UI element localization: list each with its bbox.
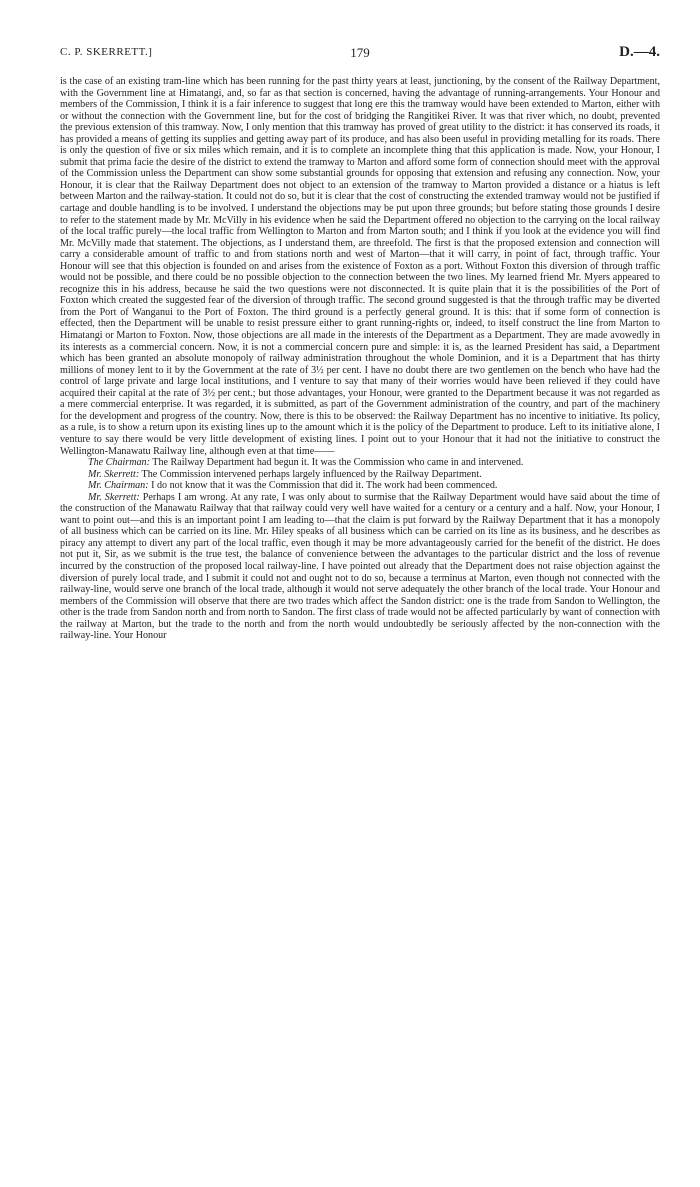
speaker-label: Mr. Skerrett: bbox=[88, 491, 140, 503]
paragraph-text: The Commission intervened perhaps largely influenced by the Railway Department. bbox=[139, 468, 482, 480]
page-number: 179 bbox=[350, 45, 370, 60]
paragraph bbox=[60, 469, 660, 481]
speaker-label: Mr. Skerrett: bbox=[88, 468, 140, 480]
paragraph bbox=[60, 492, 660, 642]
paragraph-text: is the case of an existing tram-line which has been running for the past thirty years at least, junctioning, by the consent of the Railway Department, with the Government line at Himatangi, and, so far as that section is concerned, having the advantage of running-arrangements. Your Honour and members of the Commission, I think it is a fair inference to suggest that long ere this the tramway would have been extended to Marton, either with or without the connection with the Government line, but for the cost of bridging the Rangitikei River. It was that river which, no doubt, prevented the previous extension of this tramway. Now, I only mention that this tramway has proved of great utility to the district: it has conserved its roads, it has provided a means of getting its supplies and getting away part of its produce, and has also been useful in providing metalling for its roads. There is only the question of five or six miles which remain, and it is to complete an incomplete thing that this application is made. Now, your Honour, I submit that prima facie the desire of the district to extend the tramway to Marton and afford some form of connection should meet with the approval of the Commission unless the Department can show some substantial grounds for opposing that extension and refusing any connection. Now, your Honour, it is clear that the Railway Department does not object to an extension of the tramway to Marton provided a distance or a hiatus is left between Marton and the railway-station. It could not do so, but it is clear that the cost of constructing the extended tramway would not be justified if cartage and double handling is to be involved. I understand the objections may be put upon three grounds; but before stating those grounds I desire to refer to the statement made by Mr. McVilly in his evidence when he said the Department offered no objection to the carrying on the local railway of the local traffic purely—the local traffic from Wellington to Marton and from Marton south; and I think if you look at the evidence you will find Mr. McVilly made that statement. The objections, as I understand them, are threefold. The first is that the proposed extension and connection will carry a considerable amount of traffic to and from stations north and west of Marton—that it will carry, in point of fact, through traffic. Your Honour will see that this objection is founded on and arises from the existence of Foxton as a port. Without Foxton this diversion of through traffic would not be possible, and there could be no possible objection to the connection between the two lines. My learned friend Mr. Myers appeared to recognize this in his address, because he said the two questions were not disconnected. It is quite plain that it is the possibilities of the Port of Foxton which created the suggested fear of the diversion of through traffic. The second ground suggested is that the through traffic may be diverted from the Port of Wanganui to the Port of Foxton. The third ground is a perfectly general ground. It is this: that if some form of connection is effected, then the Department will be unable to resist pressure either to grant running-rights or, indeed, to itself construct the line from Marton to Himatangi or Marton to Foxton. Now, those objections are all made in the interests of the Department as a Department. They are made avowedly in its interests as a commercial concern. Now, it is not a commercial concern pure and simple: it is, as the learned President has said, a Department which has been granted an absolute monopoly of railway administration throughout the whole Dominion, and it is a Department that has thirty millions of money lent to it by the Government at the rate of 3½ per cent. I have no doubt there are two gentlemen on the bench who have had the control of large private and large local institutions, and I venture to say that many of their worries would have been relieved if they could have acquired their capital at the rate of 3½ per cent.; but those advantages, your Honour, were granted to the Department because it was not regarded as a mere commercial enterprise. It was regarded, it is submitted, as part of the Government administration of the country, and part of the machinery for the development and progress of the country. Now, there is this to be observed: the Railway Department has no incentive to initiative. Its policy, as a rule, is to show a return upon its existing lines up to the amount which it is the policy of the Department to produce. Left to its initiative alone, I venture to say there would be very little development of existing lines. I point out to your Honour that it had not the initiative to construct the Wellington-Manawatu Railway line, although even at that time—— bbox=[60, 76, 660, 457]
speaker-label: The Chairman: bbox=[88, 457, 150, 469]
speaker-label: Mr. Chairman: bbox=[88, 480, 149, 492]
body-text bbox=[60, 76, 660, 642]
paragraph-text: Perhaps I am wrong. At any rate, I was only about to surmise that the Railway Department would have said about the time of the construction of the Manawatu Railway that that railway could very well have waited for a century or a century and a half. Now, your Honour, I want to point out—and this is an important point I am leading to—that the claim is put forward by the Railway Department that it has a monopoly of all business which can be carried on its line. Mr. Hiley speaks of all business which can be carried on its line as its business, and he describes as piracy any attempt to divert any part of the local traffic, even though it may be more advantageously carried for the benefit of the district. He does not put it, Sir, as we submit is the true test, the balance of convenience between the advantages to the particular district and the loss of revenue incurred by the construction of the proposed local railway-line. I have pointed out already that the Department does not raise objection against the diversion of purely local trade, and I submit it could not and ought not to do so, because a terminus at Marton, even though not connected with the railway-line, would serve one branch of the local trade, although it would not serve adequately the other branch of the local trade. Your Honour and members of the Commission will observe that there are two trades which affect the Sandon district: one is the trade from Sandon to Wellington, the other is the trade from Sandon north and from north to Sandon. The first class of trade would not be affected particularly by want of connection with the railway at Marton, but the trade to the north and from the north would undoubtedly be seriously affected by the non-connection with the railway-line. Your Honour bbox=[60, 491, 661, 642]
paragraph-text: The Railway Department had begun it. It was the Commission who came in and intervened. bbox=[149, 457, 524, 469]
document-code: D.—4. bbox=[619, 44, 660, 60]
running-head-author: C. P. SKERRETT.] bbox=[60, 46, 153, 58]
paragraph bbox=[60, 480, 660, 492]
paragraph bbox=[60, 76, 660, 457]
page-header bbox=[60, 46, 660, 68]
paragraph bbox=[60, 457, 660, 469]
paragraph-text: I do not know that it was the Commission that did it. The work had been commenced. bbox=[148, 480, 498, 492]
